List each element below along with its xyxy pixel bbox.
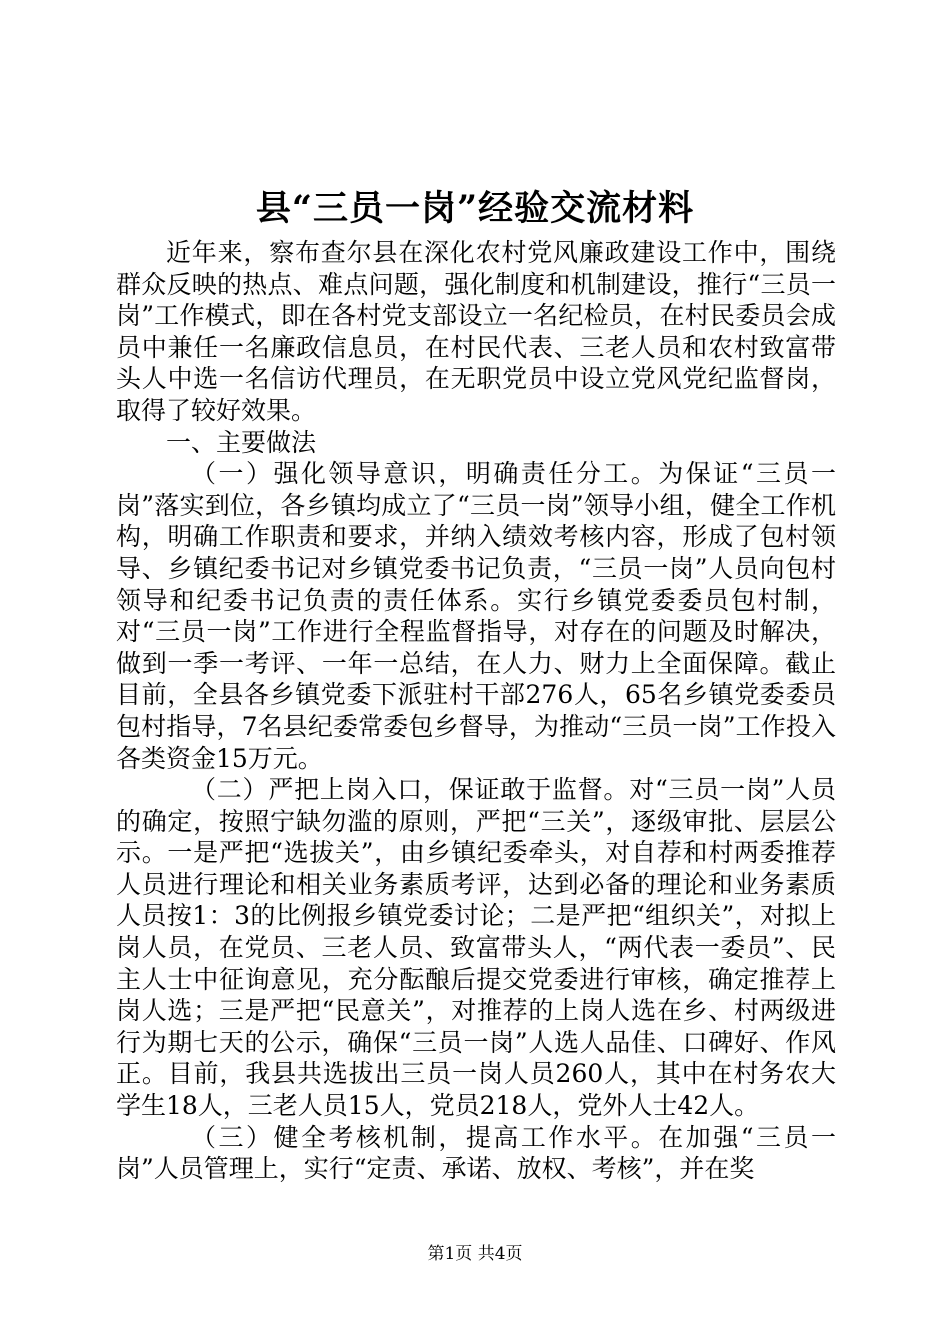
document-body [116,237,836,1185]
paragraph-section-2: （二）严把上岗入口，保证敢于监督。对“三员一岗”人员的确定，按照宁缺勿滥的原则，严把“三关”，逐级审批、层层公示。一是严把“选拔关”，由乡镇纪委牵头，对自荐和村两委推荐人员进行理论和相关业务素质考评，达到必备的理论和业务素质人员按1：3的比例报乡镇党委讨论；二是严把“组织关”，对拟上岗人员，在党员、三老人员、致富带头人，“两代表一委员”、民主人士中征询意见，充分酝酿后提交党委进行审核，确定推荐上岗人选；三是严把“民意关”，对推荐的上岗人选在乡、村两级进行为期七天的公示，确保“三员一岗”人选人品佳、口碑好、作风正。目前，我县共选拔出三员一岗人员260人，其中在村务农大学生18人，三老人员15人，党员218人，党外人士42人。 [116,775,836,1121]
document-title: 县“三员一岗”经验交流材料 [255,188,695,229]
paragraph-section-1: （一）强化领导意识，明确责任分工。为保证“三员一岗”落实到位，各乡镇均成立了“三员一岗”领导小组，健全工作机构，明确工作职责和要求，并纳入绩效考核内容，形成了包村领导、乡镇纪委书记对乡镇党委书记负责，“三员一岗”人员向包村领导和纪委书记负责的责任体系。实行乡镇党委委员包村制，对“三员一岗”工作进行全程监督指导，对存在的问题及时解决，做到一季一考评、一年一总结，在人力、财力上全面保障。截止目前，全县各乡镇党委下派驻村干部276人，65名乡镇党委委员包村指导，7名县纪委常委包乡督导，为推动“三员一岗”工作投入各类资金15万元。 [116,459,836,773]
page-footer: 第1页 共4页 [427,1244,523,1264]
paragraph-section-3: （三）健全考核机制，提高工作水平。在加强“三员一岗”人员管理上，实行“定责、承诺、放权、考核”，并在奖 [116,1122,836,1184]
intro-paragraph: 近年来，察布查尔县在深化农村党风廉政建设工作中，围绕群众反映的热点、难点问题，强化制度和机制建设，推行“三员一岗”工作模式，即在各村党支部设立一名纪检员，在村民委员会成员中兼任一名廉政信息员，在村民代表、三老人员和农村致富带头人中选一名信访代理员，在无职党员中设立党风党纪监督岗，取得了较好效果。 [116,238,836,425]
section-heading-main-practices: 一、主要做法 [166,427,317,457]
